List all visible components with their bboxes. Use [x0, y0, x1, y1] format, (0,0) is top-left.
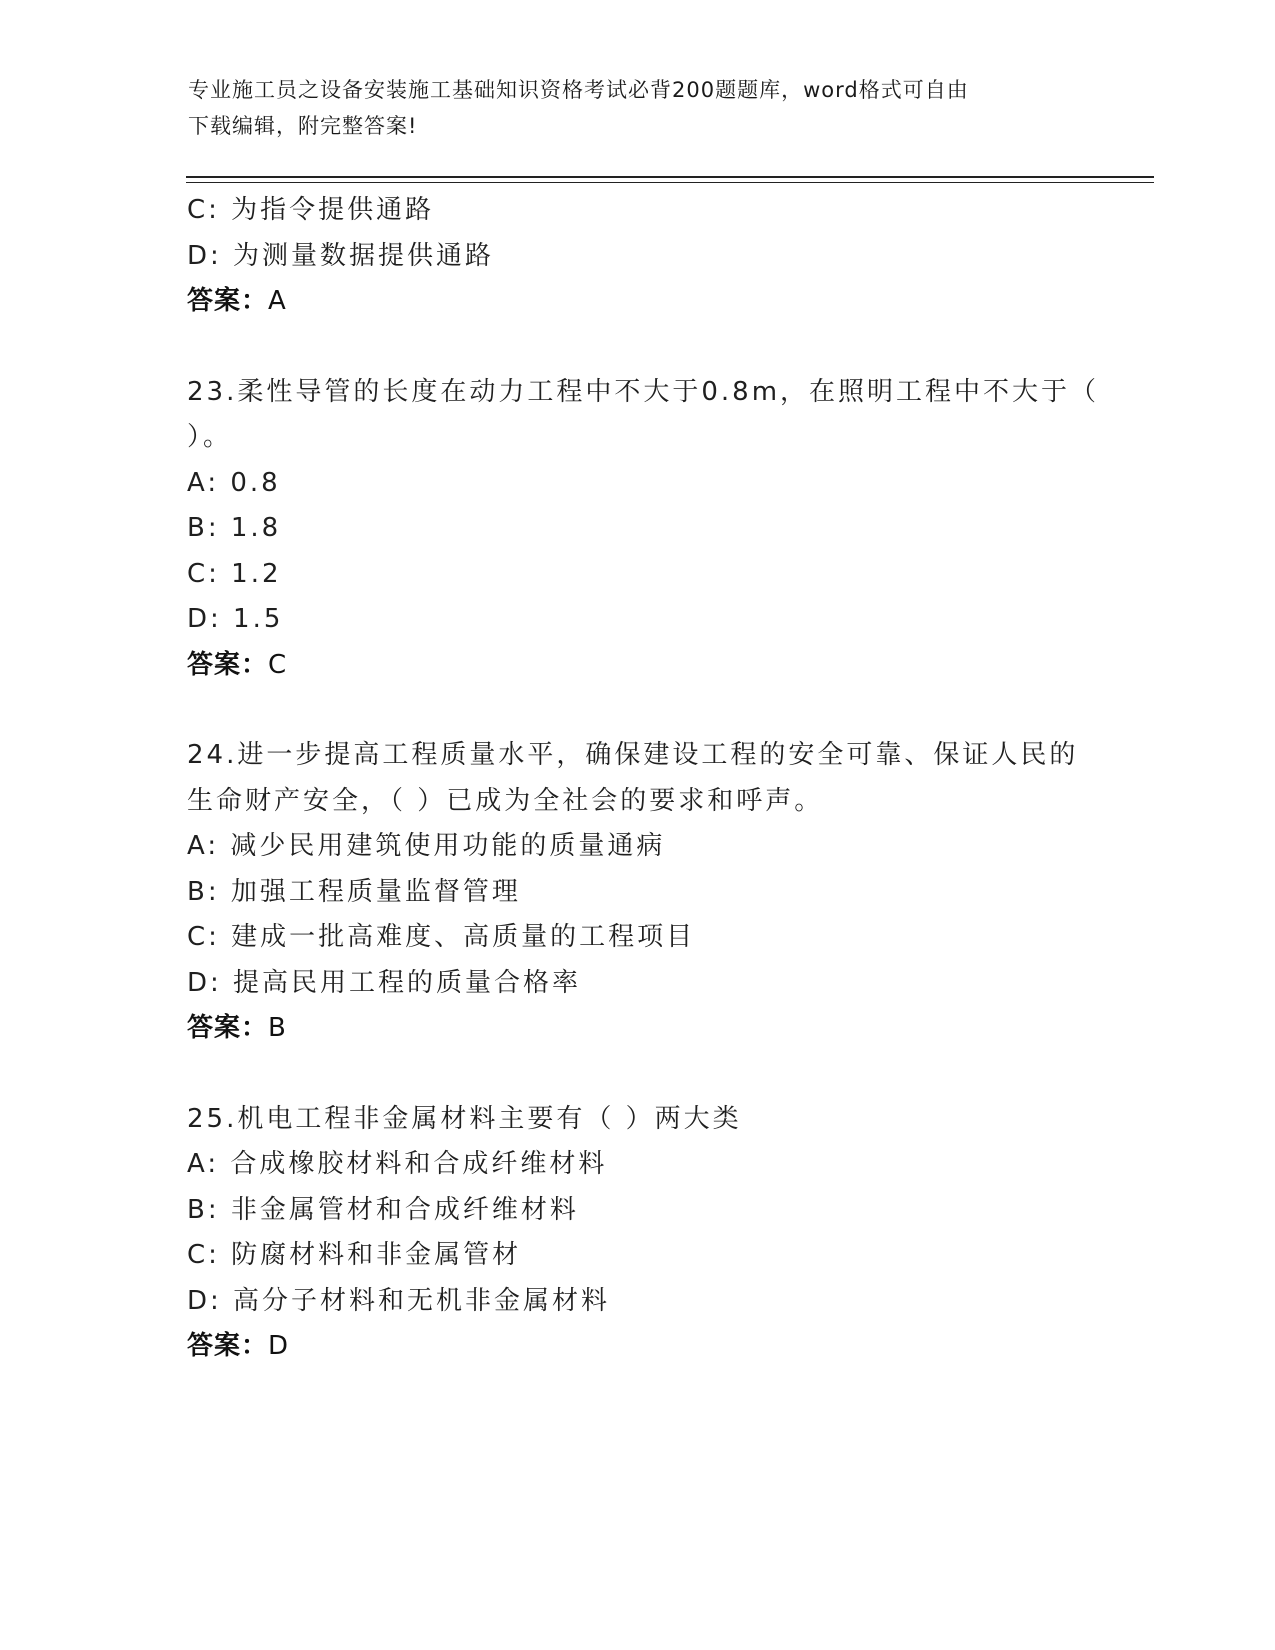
- question-content: [187, 188, 1100, 1370]
- answer-value: B: [268, 1013, 287, 1043]
- question-stem-line: 25.机电工程非金属材料主要有（ ）两大类: [187, 1103, 742, 1134]
- question-23: [187, 370, 1100, 689]
- question-stem-line: 24.进一步提高工程质量水平，确保建设工程的安全可靠、保证人民的: [187, 740, 1079, 770]
- question-spacer: [187, 1052, 1087, 1097]
- option-a: A: 0.8: [187, 467, 281, 498]
- answer-label: 答案：: [187, 1331, 269, 1361]
- answer-line: [187, 643, 1087, 689]
- answer-line: [187, 1006, 1087, 1052]
- option-c: C: 为指令提供通路: [187, 195, 435, 225]
- answer-label: 答案：: [187, 649, 269, 680]
- option-d: D: 为测量数据提供通路: [187, 240, 495, 271]
- option-c: C: 防腐材料和非金属管材: [187, 1240, 522, 1270]
- question-stem-line: ）。: [187, 422, 233, 452]
- question-stem-line: 生命财产安全，（ ）已成为全社会的要求和呼声。: [187, 785, 824, 816]
- option-a: A: 合成橡胶材料和合成纤维材料: [187, 1149, 608, 1179]
- answer-value: A: [268, 286, 287, 316]
- question-25: [187, 1097, 1087, 1370]
- question-stem-line: 23.柔性导管的长度在动力工程中不大于0.8m，在照明工程中不大于（: [187, 376, 1100, 407]
- header-divider-thin: [186, 182, 1154, 183]
- option-c: C: 建成一批高难度、高质量的工程项目: [187, 922, 696, 952]
- option-b: B: 1.8: [187, 513, 282, 543]
- option-c: C: 1.2: [187, 558, 282, 589]
- answer-label: 答案：: [187, 1013, 269, 1043]
- answer-line: [187, 279, 1087, 325]
- option-b: B: 加强工程质量监督管理: [187, 876, 521, 907]
- header-title-line-1: 专业施工员之设备安装施工基础知识资格考试必背200题题库，word格式可自由: [188, 78, 969, 102]
- answer-label: 答案：: [187, 286, 269, 316]
- option-d: D: 高分子材料和无机非金属材料: [187, 1285, 611, 1316]
- document-header: [188, 72, 1088, 144]
- header-title-line-2: 下载编辑，附完整答案!: [188, 114, 418, 138]
- answer-value: D: [268, 1331, 290, 1361]
- header-divider-thick: [186, 176, 1154, 178]
- option-b: B: 非金属管材和合成纤维材料: [187, 1194, 579, 1225]
- option-a: A: 减少民用建筑使用功能的质量通病: [187, 831, 666, 861]
- previous-question-tail: [187, 188, 1087, 325]
- answer-line: [187, 1324, 1087, 1370]
- question-spacer: [187, 688, 1087, 733]
- question-spacer: [187, 325, 1087, 370]
- option-d: D: 1.5: [187, 604, 284, 634]
- answer-value: C: [268, 649, 288, 680]
- question-24: [187, 733, 1087, 1052]
- option-d: D: 提高民用工程的质量合格率: [187, 967, 582, 998]
